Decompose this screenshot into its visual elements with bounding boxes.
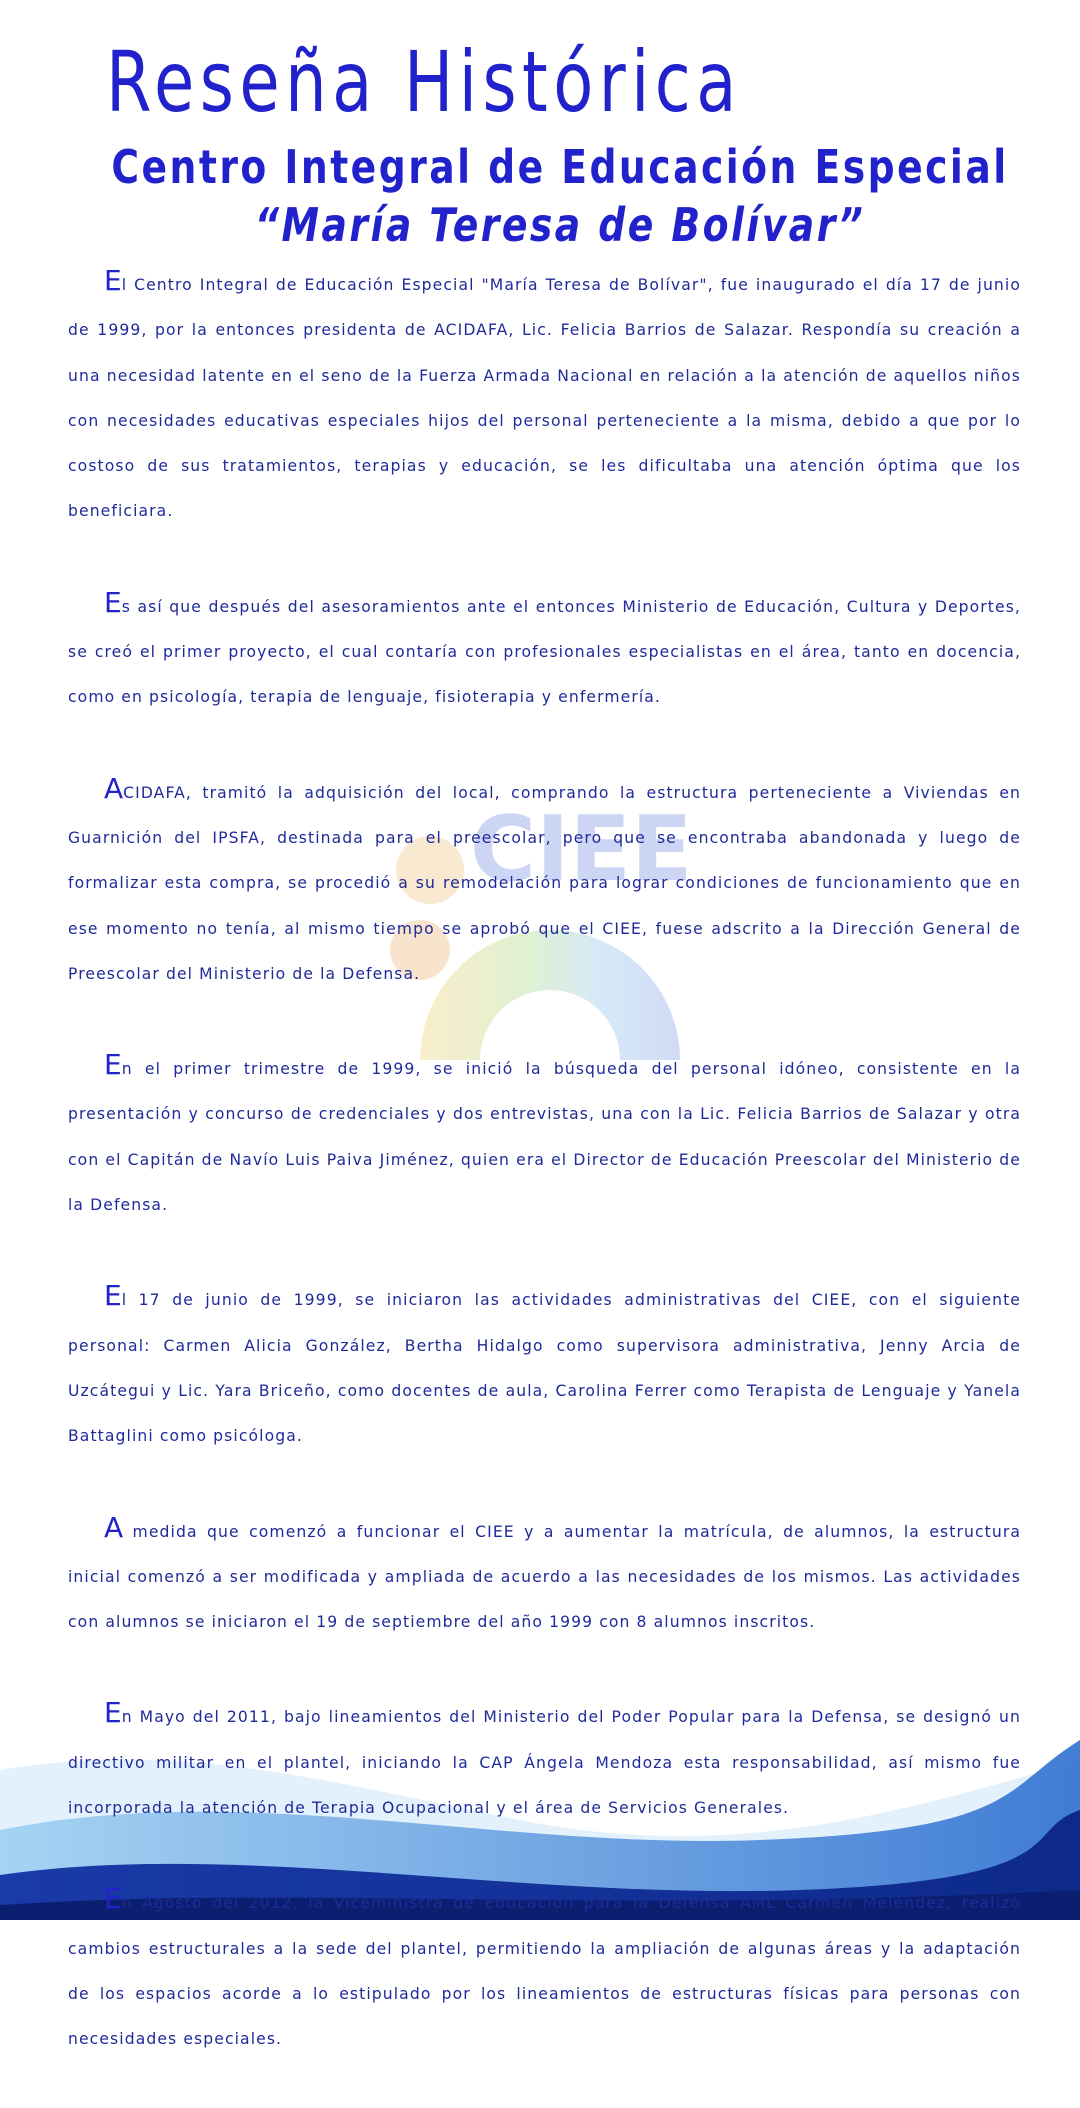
paragraph-text: s así que después del asesoramientos ante el entonces Ministerio de Educación, Cultura y Deportes, se creó el primer proyecto, el cual contaría con profesionales especialistas en el área, tanto en docencia, como en psicología, terapia de lenguaje, fisioterapia y enfermería. xyxy=(68,597,1021,707)
drop-cap: A xyxy=(104,771,124,805)
paragraph xyxy=(68,1505,1021,1646)
paragraph-text: CIDAFA, tramitó la adquisición del local, comprando la estructura perteneciente a Viviendas en Guarnición del IPSFA, destinada para el preescolar, pero que se encontraba abandonada y luego de formalizar esta compra, se procedió a su remodelación para lograr condiciones de funcionamiento que en ese momento no tenía, al mismo tiempo se aprobó que el CIEE, fuese adscrito a la Dirección General de Preescolar del Ministerio de la Defensa. xyxy=(68,783,1021,983)
subtitle-name: “María Teresa de Bolívar” xyxy=(254,198,866,252)
paragraph-text: n el primer trimestre de 1999, se inició la búsqueda del personal idóneo, consistente en la presentación y concurso de credenciales y dos entrevistas, una con la Lic. Felicia Barrios de Salazar y otra con el Capitán de Navío Luis Paiva Jiménez, quien era el Director de Educación Preescolar del Ministerio de la Defensa. xyxy=(68,1060,1021,1215)
drop-cap: E xyxy=(104,1696,122,1730)
paragraph xyxy=(68,1876,1021,2062)
subtitle-institution: Centro Integral de Educación Especial xyxy=(111,140,1009,194)
drop-cap: E xyxy=(104,585,122,619)
history-text xyxy=(68,258,1021,2108)
drop-cap: E xyxy=(104,1882,122,1916)
paragraph xyxy=(68,1273,1021,1459)
paragraph-text: n Agosto del 2012, la Viceministra de Educación para la Defensa AML Carmen Meléndez, realizó cambios estructurales a la sede del plantel, permitiendo la ampliación de algunas áreas y la adaptación de los espacios acorde a lo estipulado por los lineamientos de estructuras físicas para personas con necesidades especiales. xyxy=(68,1894,1021,2049)
paragraph xyxy=(68,1042,1021,1228)
paragraph-text: l 17 de junio de 1999, se iniciaron las actividades administrativas del CIEE, con el siguiente personal: Carmen Alicia González, Bertha Hidalgo como supervisora administrativa, Jenny Arcia de Uzcátegui y Lic. Yara Briceño, como docentes de aula, Carolina Ferrer como Terapista de Lenguaje y Yanela Battaglini como psicóloga. xyxy=(68,1291,1021,1446)
paragraph-text: medida que comenzó a funcionar el CIEE y a aumentar la matrícula, de alumnos, la estructura inicial comenzó a ser modificada y ampliada de acuerdo a las necesidades de los mismos. Las actividades con alumnos se iniciaron el 19 de septiembre del año 1999 con 8 alumnos inscritos. xyxy=(68,1522,1021,1632)
drop-cap: A xyxy=(104,1510,124,1544)
paragraph xyxy=(68,1690,1021,1831)
page-title: Reseña Histórica xyxy=(106,33,742,131)
logo-text: CIEE xyxy=(470,797,693,902)
paragraph-text: n Mayo del 2011, bajo lineamientos del Ministerio del Poder Popular para la Defensa, se designó un directivo militar en el plantel, iniciando la CAP Ángela Mendoza esta responsabilidad, así mismo fue incorporada la atención de Terapia Ocupacional y el área de Servicios Generales. xyxy=(68,1708,1021,1818)
paragraph xyxy=(68,258,1021,535)
drop-cap: E xyxy=(104,1279,122,1313)
paragraph-text: l Centro Integral de Educación Especial "María Teresa de Bolívar", fue inaugurado el día 17 de junio de 1999, por la entonces presidenta de ACIDAFA, Lic. Felicia Barrios de Salazar. Respondía su creación a una necesidad latente en el seno de la Fuerza Armada Nacional en relación a la atención de aquellos niños con necesidades educativas especiales hijos del personal perteneciente a la misma, debido a que por lo costoso de sus tratamientos, terapias y educación, se les dificultaba una atención óptima que los beneficiara. xyxy=(68,276,1021,521)
drop-cap: E xyxy=(104,1048,122,1082)
paragraph xyxy=(68,766,1021,997)
drop-cap: E xyxy=(104,264,122,297)
paragraph xyxy=(68,580,1021,721)
